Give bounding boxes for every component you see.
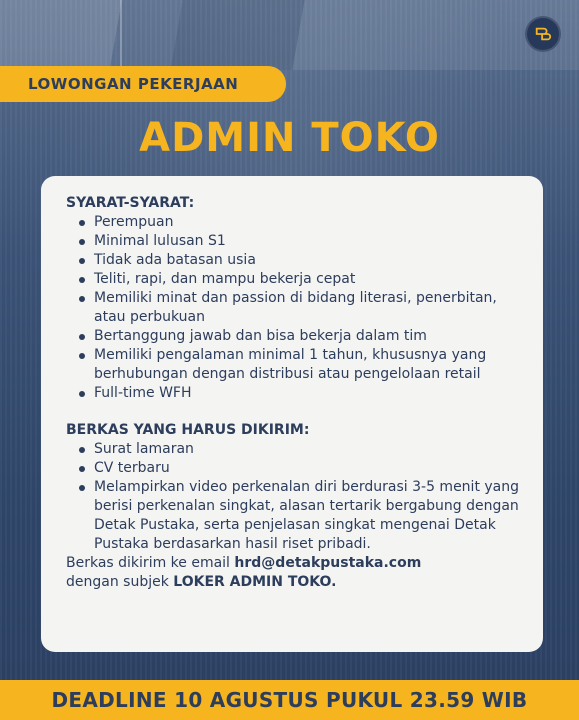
logo — [525, 16, 561, 52]
requirements-heading: SYARAT-SYARAT: — [66, 195, 195, 211]
list-item: CV terbaru — [66, 459, 519, 478]
submission-subject: LOKER ADMIN TOKO. — [173, 574, 337, 590]
list-item: Tidak ada batasan usia — [66, 251, 519, 270]
documents-heading: BERKAS YANG HARUS DIKIRIM: — [66, 422, 310, 438]
submission-note — [66, 554, 519, 592]
submission-text-1: Berkas dikirim ke email — [66, 555, 235, 571]
background-window-frame — [120, 0, 122, 70]
list-item: Teliti, rapi, dan mampu bekerja cepat — [66, 270, 519, 289]
list-item: Memiliki pengalaman minimal 1 tahun, khususnya yang berhubungan dengan distribusi atau pengelolaan retail — [66, 346, 519, 384]
list-item: Surat lamaran — [66, 440, 519, 459]
detak-pustaka-logo-icon — [534, 25, 552, 43]
list-item: Minimal lulusan S1 — [66, 232, 519, 251]
list-item: Full-time WFH — [66, 384, 519, 403]
list-item: Perempuan — [66, 213, 519, 232]
deadline-text: DEADLINE 10 AGUSTUS PUKUL 23.59 WIB — [51, 688, 528, 712]
list-item: Melampirkan video perkenalan diri berdurasi 3-5 menit yang berisi perkenalan singkat, alasan tertarik bergabung dengan Detak Pustaka, serta penjelasan singkat mengenai Detak Pustaka berdasarkan hasil riset pribadi. — [66, 478, 519, 554]
documents-list — [66, 440, 519, 554]
requirements-list — [66, 213, 519, 403]
submission-text-2: dengan subjek — [66, 574, 174, 590]
job-opening-tag — [0, 66, 286, 102]
job-title: ADMIN TOKO — [139, 115, 440, 161]
deadline-banner — [0, 680, 579, 720]
list-item: Memiliki minat dan passion di bidang literasi, penerbitan, atau perbukuan — [66, 289, 519, 327]
job-opening-label: LOWONGAN PEKERJAAN — [28, 75, 239, 93]
details-card — [41, 176, 543, 652]
list-item: Bertanggung jawab dan bisa bekerja dalam tim — [66, 327, 519, 346]
submission-email: hrd@detakpustaka.com — [234, 555, 422, 571]
background-photo — [0, 0, 579, 70]
